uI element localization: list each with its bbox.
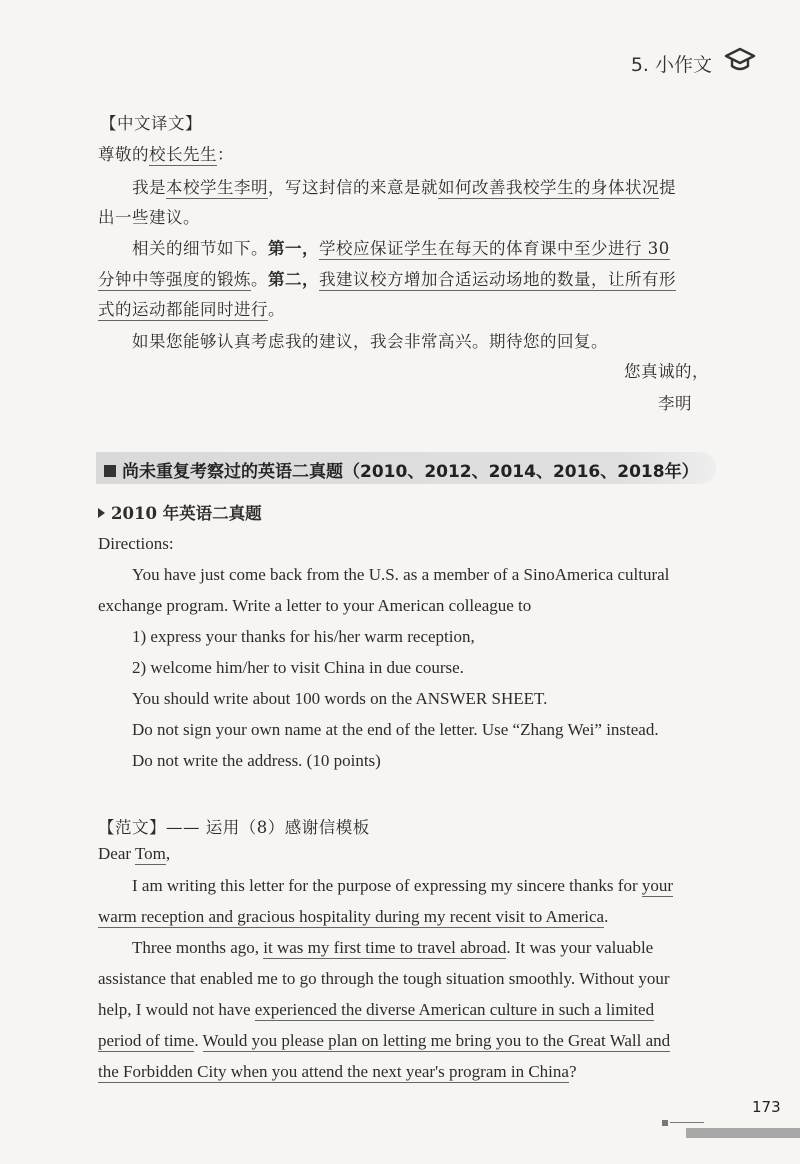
translation-paragraph-3: 如果您能够认真考虑我的建议，我会非常高兴。期待您的回复。 xyxy=(132,332,608,351)
graduation-cap-icon xyxy=(724,46,756,74)
letter-paragraph-1-line-1: I am writing this letter for the purpose of expressing my sincere thanks for your xyxy=(132,876,674,895)
prompt-line-7: Do not write the address. (10 points) xyxy=(132,751,381,770)
translation-paragraph-1-line-2: 出一些建议。 xyxy=(98,208,200,227)
translation-label: 【中文译文】 xyxy=(100,114,202,133)
section-title: 尚未重复考察过的英语二真题（2010、2012、2014、2016、2018年） xyxy=(104,457,699,482)
translation-paragraph-2-line-2: 分钟中等强度的锻炼。第二，我建议校方增加合适运动场地的数量，让所有形 xyxy=(98,270,676,289)
triangle-bullet-icon xyxy=(98,508,105,518)
footer-decoration-line xyxy=(670,1122,704,1123)
sample-label: 【范文】—— 运用（8）感谢信模板 xyxy=(98,818,370,837)
letter-paragraph-2-line-1: Three months ago, it was my first time to travel abroad. It was your valuable xyxy=(132,938,654,957)
prompt-line-4: 2) welcome him/her to visit China in due course. xyxy=(132,658,464,677)
closing: 您真诚的， xyxy=(624,362,709,381)
letter-salutation: Dear Tom, xyxy=(98,844,171,863)
letter-paragraph-1-line-2: warm reception and gracious hospitality during my recent visit to America. xyxy=(98,907,609,926)
translation-paragraph-2-line-3: 式的运动都能同时进行。 xyxy=(98,300,285,319)
directions-label: Directions: xyxy=(98,534,174,553)
square-bullet-icon xyxy=(104,465,116,477)
letter-paragraph-2-line-4: period of time. Would you please plan on letting me bring you to the Great Wall and xyxy=(98,1031,671,1050)
prompt-line-2: exchange program. Write a letter to your American colleague to xyxy=(98,596,532,615)
translation-paragraph-2-line-1: 相关的细节如下。第一，学校应保证学生在每天的体育课中至少进行 30 xyxy=(132,239,670,258)
prompt-line-5: You should write about 100 words on the ANSWER SHEET. xyxy=(132,689,548,708)
prompt-line-1: You have just come back from the U.S. as a member of a SinoAmerica cultural xyxy=(132,565,670,584)
footer-decoration-bar xyxy=(686,1128,800,1138)
page-number: 173 xyxy=(752,1098,781,1116)
letter-paragraph-2-line-2: assistance that enabled me to go through the tough situation smoothly. Without your xyxy=(98,969,670,988)
signature: 李明 xyxy=(658,394,692,413)
prompt-line-3: 1) express your thanks for his/her warm reception, xyxy=(132,627,475,646)
exam-year-heading: 2010 年英语二真题 xyxy=(98,500,262,524)
salutation: 尊敬的校长先生： xyxy=(98,145,234,164)
footer-decoration-dot xyxy=(662,1120,668,1126)
letter-paragraph-2-line-5: the Forbidden City when you attend the next year's program in China? xyxy=(98,1062,577,1081)
letter-paragraph-2-line-3: help, I would not have experienced the diverse American culture in such a limited xyxy=(98,1000,655,1019)
chapter-title: 5. 小作文 xyxy=(630,54,712,76)
prompt-line-6: Do not sign your own name at the end of the letter. Use “Zhang Wei” instead. xyxy=(132,720,659,739)
translation-paragraph-1-line-1: 我是本校学生李明，写这封信的来意是就如何改善我校学生的身体状况提 xyxy=(132,178,676,197)
